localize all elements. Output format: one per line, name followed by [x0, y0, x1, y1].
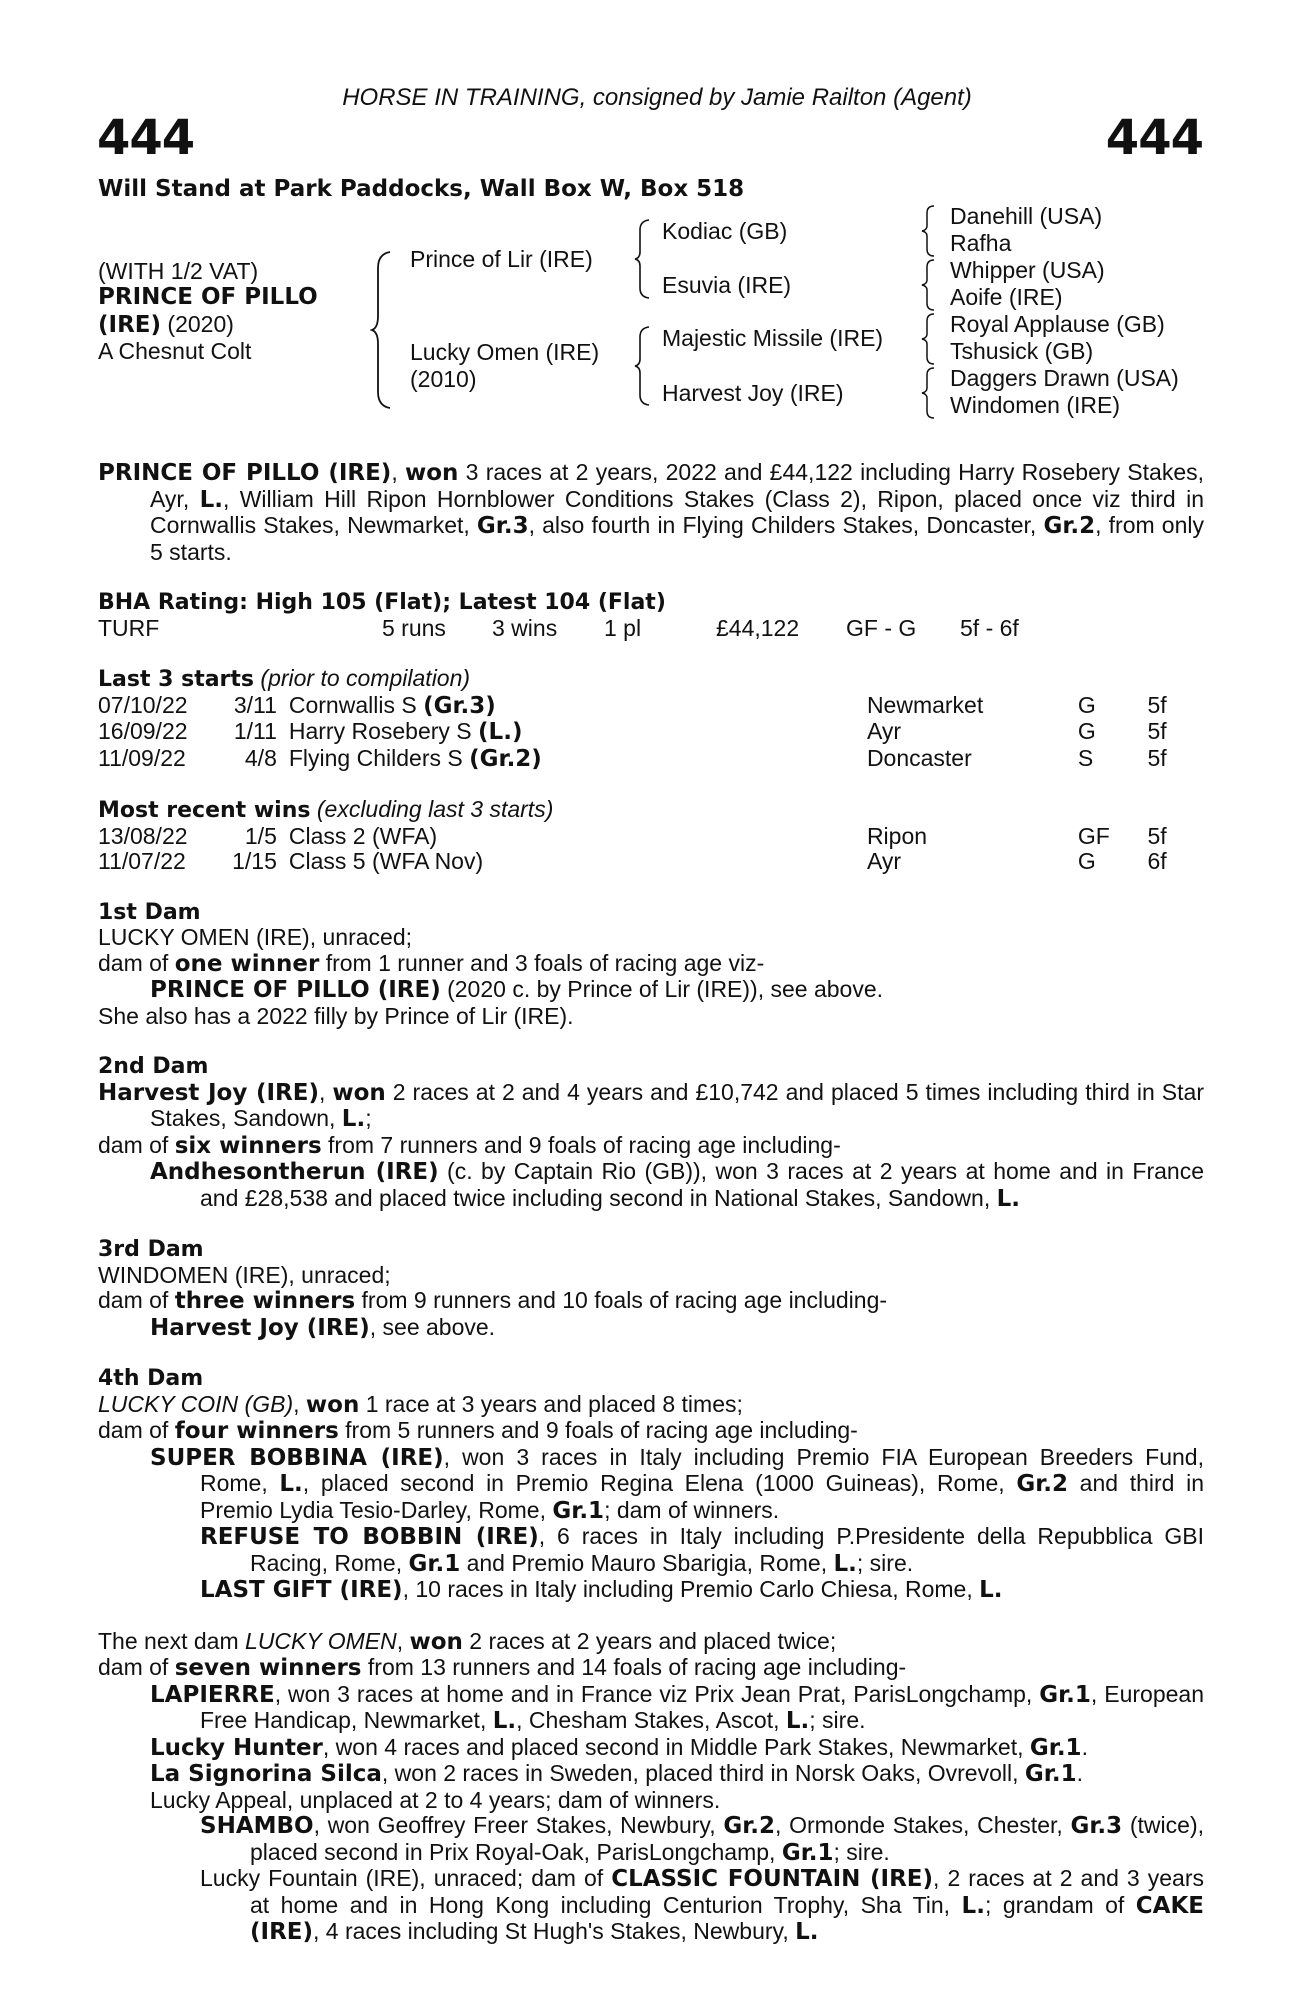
horse-name: PRINCE OF PILLO — [98, 284, 318, 310]
ancestor-7: Daggers Drawn (USA) — [950, 365, 1179, 391]
table-row: 07/10/22 3/11 Cornwallis S (Gr.3) Newmarket G 5f — [98, 691, 1167, 719]
ancestor-8: Windomen (IRE) — [950, 392, 1120, 418]
dam-sire: Majestic Missile (IRE) — [662, 325, 884, 351]
dam2-record: Harvest Joy (IRE), won 2 races at 2 and 4 years and £10,742 and placed 5 times including third in Star Stakes, Sandown, L.; — [98, 1078, 1204, 1132]
next-dam-progeny-3: La Signorina Silca, won 2 races in Sweden, placed third in Norsk Oaks, Ovrevoll, Gr.1. — [150, 1760, 1083, 1787]
dam-name: Lucky Omen (IRE) — [410, 339, 600, 365]
ancestor-6: Tshusick (GB) — [950, 338, 1094, 364]
consignor-subtitle: HORSE IN TRAINING, consigned by Jamie Railton (Agent) — [342, 84, 972, 111]
pedigree-brace-g2 — [920, 258, 938, 312]
ancestor-4: Aoife (IRE) — [950, 284, 1063, 310]
dam1-line2: dam of one winner from 1 runner and 3 foals of racing age viz- — [98, 949, 765, 977]
ancestor-2: Rafha — [950, 230, 1012, 256]
next-dam-record: The next dam LUCKY OMEN, won 2 races at 2 years and placed twice; — [98, 1627, 837, 1655]
dam4-progeny-1: SUPER BOBBINA (IRE), won 3 races in Italy including Premio FIA European Breeders Fund, Rome, L., placed second in Premio Regina Elena (1000 Guineas), Rome, Gr.2 and third in Premio Lydia Tesio-Darley, Rome, Gr.1; dam of winners. — [150, 1443, 1204, 1524]
dam4-progeny-1b: LAST GIFT (IRE), 10 races in Italy including Premio Carlo Chiesa, Rome, L. — [200, 1576, 1003, 1603]
dam2-produce: dam of six winners from 7 runners and 9 foals of racing age including- — [98, 1131, 841, 1159]
last-starts-heading: Last 3 starts (prior to compilation) — [98, 665, 471, 692]
dam3-produce: dam of three winners from 9 runners and 10 foals of racing age including- — [98, 1287, 888, 1314]
sire-name: Prince of Lir (IRE) — [410, 246, 593, 272]
vat-note: (WITH 1/2 VAT) — [98, 258, 259, 284]
dam3-progeny: Harvest Joy (IRE), see above. — [150, 1313, 496, 1341]
lot-number-left: 444 — [97, 110, 195, 166]
next-dam-progeny-2: Lucky Hunter, won 4 races and placed second in Middle Park Stakes, Newmarket, Gr.1. — [150, 1733, 1088, 1761]
sire-dam: Esuvia (IRE) — [662, 272, 792, 298]
dam-dam: Harvest Joy (IRE) — [662, 380, 844, 406]
dam-year: (2010) — [410, 366, 477, 392]
table-row: 11/07/22 1/15 Class 5 (WFA Nov) Ayr G 6f — [98, 848, 1167, 874]
horse-description: A Chesnut Colt — [98, 338, 252, 364]
ancestor-5: Royal Applause (GB) — [950, 311, 1165, 337]
rating-summary-row: TURF 5 runs 3 wins 1 pl £44,122 GF - G 5f - 6f — [98, 614, 1019, 641]
lot-number-right: 444 — [1105, 110, 1203, 166]
next-dam-progeny-4: Lucky Appeal, unplaced at 2 to 4 years; dam of winners. — [150, 1786, 721, 1813]
next-dam-progeny-4b: Lucky Fountain (IRE), unraced; dam of CLASSIC FOUNTAIN (IRE), 2 races at 2 and 3 years at home and in Hong Kong including Centurion Trophy, Sha Tin, L.; grandam of CAKE (IRE), 4 races including St Hugh's Stakes, Newbury, L. — [200, 1865, 1204, 1945]
dam3-line1: WINDOMEN (IRE), unraced; — [98, 1261, 391, 1288]
ancestor-3: Whipper (USA) — [950, 257, 1105, 283]
next-dam-produce: dam of seven winners from 13 runners and 14 foals of racing age including- — [98, 1654, 907, 1681]
horse-summary: PRINCE OF PILLO (IRE), won 3 races at 2 years, 2022 and £44,122 including Harry Rosebery Stakes, Ayr, L., William Hill Ripon Hornblower Conditions Stakes (Class 2), Ripon, placed once viz third in Cornwallis Stakes, Newmarket, Gr.3, also fourth in Flying Childers Stakes, Doncaster, Gr.2, from only 5 starts. — [98, 459, 1204, 565]
table-row: 16/09/22 1/11 Harry Rosebery S (L.) Ayr G 5f — [98, 718, 1167, 745]
pedigree-brace-dam — [633, 325, 653, 407]
pedigree-brace-g4 — [920, 366, 938, 420]
ancestor-1: Danehill (USA) — [950, 203, 1103, 229]
dam1-progeny: PRINCE OF PILLO (IRE) (2020 c. by Prince of Lir (IRE)), see above. — [150, 976, 884, 1003]
dam4-progeny-1a: REFUSE TO BOBBIN (IRE), 6 races in Italy including P.Presidente della Repubblica GBI Racing, Rome, Gr.1 and Premio Mauro Sbarigia, Rome, L.; sire. — [200, 1523, 1204, 1577]
dam4-record: LUCKY COIN (GB), won 1 race at 3 years and placed 8 times; — [98, 1390, 743, 1418]
horse-name-suffix: (IRE) (2020) — [98, 311, 234, 338]
table-row: 13/08/22 1/5 Class 2 (WFA) Ripon GF 5f — [98, 822, 1167, 849]
sire-sire: Kodiac (GB) — [662, 218, 788, 244]
pedigree-brace-main — [370, 250, 396, 410]
dam1-heading: 1st Dam — [98, 899, 201, 925]
dam3-heading: 3rd Dam — [98, 1237, 204, 1262]
pedigree-brace-sire — [633, 218, 653, 300]
dam2-heading: 2nd Dam — [98, 1054, 209, 1079]
dam1-line4: She also has a 2022 filly by Prince of Lir (IRE). — [98, 1002, 574, 1029]
next-dam-progeny-4a: SHAMBO, won Geoffrey Freer Stakes, Newbury, Gr.2, Ormonde Stakes, Chester, Gr.3 (twice), placed second in Prix Royal-Oak, ParisLongchamp, Gr.1; sire. — [200, 1812, 1204, 1866]
pedigree-brace-g1 — [920, 204, 938, 258]
dam4-produce: dam of four winners from 5 runners and 9 foals of racing age including- — [98, 1417, 858, 1444]
next-dam-progeny-1: LAPIERRE, won 3 races at home and in France viz Prix Jean Prat, ParisLongchamp, Gr.1, European Free Handicap, Newmarket, L., Chesham Stakes, Ascot, L.; sire. — [150, 1680, 1205, 1734]
recent-wins-heading: Most recent wins (excluding last 3 starts) — [98, 796, 554, 823]
table-row: 11/09/22 4/8 Flying Childers S (Gr.2) Doncaster S 5f — [98, 744, 1167, 772]
dam2-progeny: Andhesontherun (IRE) (c. by Captain Rio (GB)), won 3 races at 2 years at home and in France and £28,538 and placed twice including second in National Stakes, Sandown, L. — [150, 1158, 1204, 1212]
dam4-heading: 4th Dam — [98, 1366, 204, 1391]
stand-location: Will Stand at Park Paddocks, Wall Box W, Box 518 — [98, 176, 745, 202]
rating-heading: BHA Rating: High 105 (Flat); Latest 104 (Flat) — [98, 590, 666, 615]
dam1-line1: LUCKY OMEN (IRE), unraced; — [98, 924, 413, 950]
catalogue-body — [98, 460, 1204, 1946]
pedigree-brace-g3 — [920, 312, 938, 366]
